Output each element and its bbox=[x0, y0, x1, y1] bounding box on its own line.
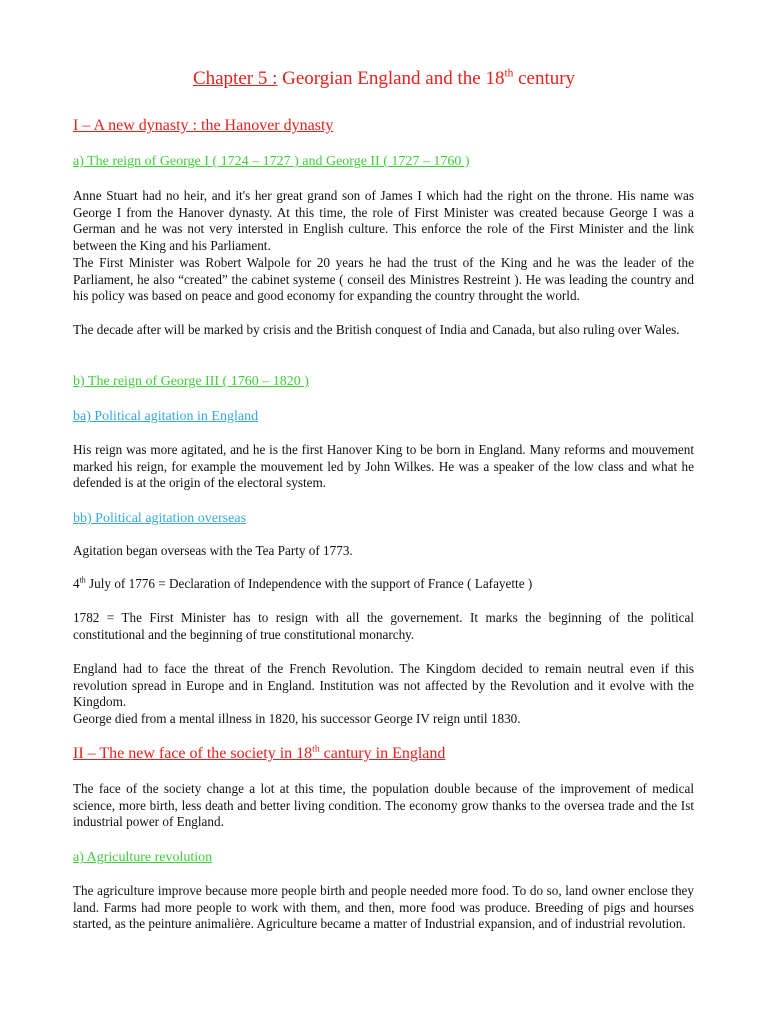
paragraph-2-intro: The face of the society change a lot at this time, the population double because of the improvement of medical science, more birth, less death and better living condition. The economy grow thanks to the oversea trade and the Ist industrial power of England. bbox=[73, 781, 694, 830]
date-day: 4 bbox=[73, 576, 80, 591]
paragraph-1bb-1: Agitation began overseas with the Tea Party of 1773. bbox=[73, 543, 353, 558]
paragraph-1a-3: The decade after will be marked by crisis and the British conquest of India and Canada, but also ruling over Wales. bbox=[73, 322, 680, 337]
chapter-number: Chapter 5 : bbox=[192, 68, 278, 89]
chapter-title-suffix: century bbox=[513, 68, 576, 89]
paragraph-1bb-3: 1782 = The First Minister has to resign with all the governement. It marks the beginning of the political constitutional and the beginning of true constitutional monarchy. bbox=[73, 610, 694, 642]
section-2-heading-post: cantury in England bbox=[319, 745, 446, 762]
subsection-1ba-heading: ba) Political agitation in England bbox=[73, 409, 259, 424]
subsection-1a-heading: a) The reign of George I ( 1724 – 1727 ) and George II ( 1727 – 1760 ) bbox=[73, 154, 470, 169]
paragraph-1a-1: Anne Stuart had no heir, and it's her great grand son of James I which had the right on the throne. His name was George I from the Hanover dynasty. At this time, the role of First Minister was created because George I was a German and he was not very intersted in English culture. This enforce the role of the First Minister and the link between the King and his Parliament. bbox=[73, 188, 694, 253]
paragraph-1bb-2 bbox=[73, 576, 694, 593]
subsection-1bb-heading: bb) Political agitation overseas bbox=[73, 511, 247, 526]
paragraph-2a: The agriculture improve because more people birth and people needed more food. To do so, land owner enclose they land. Farms had more people to work with them, and then, more food was produce. Breeding of pigs and hourses started, as the peinture animalière. Agriculture became a matter of Industrial expansion, and of industrial revolution. bbox=[73, 883, 694, 932]
paragraph-1bb-5: George died from a mental illness in 1820, his successor George IV reign until 1830. bbox=[73, 711, 521, 726]
subsection-2a-heading: a) Agriculture revolution bbox=[73, 850, 213, 865]
section-2-heading bbox=[73, 744, 445, 764]
section-2-heading-pre: II – The new face of the society in 18 bbox=[73, 745, 313, 762]
paragraph-1bb-4: England had to face the threat of the French Revolution. The Kingdom decided to remain neutral even if this revolution spread in Europe and in England. Institution was not affected by the Revolution and it evolve with the Kingdom. bbox=[73, 661, 694, 710]
subsection-1b-heading: b) The reign of George III ( 1760 – 1820 ) bbox=[73, 374, 309, 389]
chapter-title-text: Georgian England and the 18 bbox=[277, 68, 505, 89]
paragraph-1a-2: The First Minister was Robert Walpole for 20 years he had the trust of the King and he was the leader of the Parliament, he also “created” the cabinet systeme ( conseil des Ministres Restreint ). He was leading the country and his policy was based on peace and good economy for expanding the country throught the world. bbox=[73, 255, 694, 304]
chapter-title bbox=[0, 67, 768, 91]
section-1-heading: I – A new dynasty : the Hanover dynasty bbox=[73, 117, 334, 134]
chapter-title-sup: th bbox=[504, 67, 514, 80]
date-day-sup: th bbox=[79, 575, 86, 585]
paragraph-1ba: His reign was more agitated, and he is the first Hanover King to be born in England. Many reforms and mouvement marked his reign, for example the mouvement led by John Wilkes. He was a speaker of the low class and what he defended is at the origin of the electoral system. bbox=[73, 442, 694, 491]
section-2-heading-sup: th bbox=[312, 743, 320, 755]
date-rest: July of 1776 = Declaration of Independence with the support of France ( Lafayette ) bbox=[85, 576, 533, 591]
